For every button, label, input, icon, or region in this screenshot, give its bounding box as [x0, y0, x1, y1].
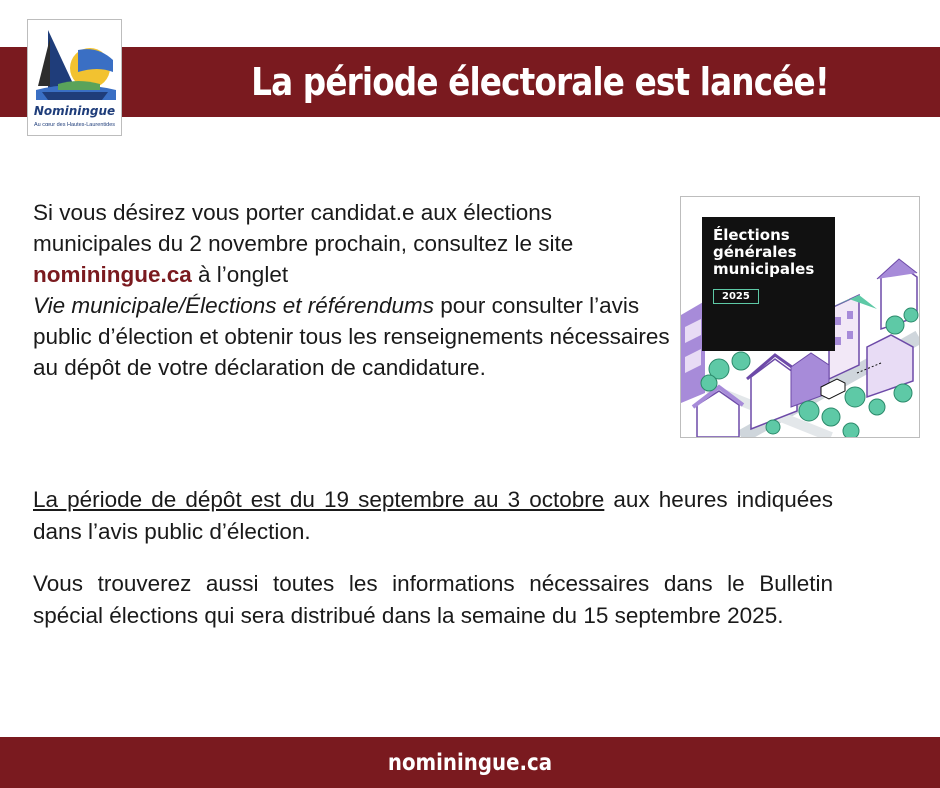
- filing-period-paragraph: [33, 484, 833, 548]
- page-title: La période électorale est lancée!: [251, 60, 829, 104]
- tab-path: Vie municipale/Élections et référendums: [33, 293, 435, 318]
- logo-tagline: Au cœur des Hautes-Laurentides: [33, 122, 115, 128]
- filing-period-dates: La période de dépôt est du 19 septembre au 3 octobre: [33, 487, 605, 512]
- bulletin-paragraph: Vous trouverez aussi toutes les informations nécessaires dans le Bulletin spécial élections qui sera distribué dans la semaine du 15 septembre 2025.: [33, 571, 833, 628]
- intro-paragraph: [33, 197, 673, 383]
- filing-period-rest: aux heures indiquées dans l’avis public d’élection.: [33, 487, 834, 544]
- elections-badge: [702, 217, 835, 351]
- municipality-logo: [27, 19, 122, 136]
- badge-title: Élections générales municipales: [713, 226, 815, 278]
- footer-site-link[interactable]: nominingue.ca: [387, 749, 553, 776]
- elections-illustration: [680, 196, 920, 438]
- intro-text-3: pour consulter l’avis public d’élection et obtenir tous les renseignements nécessaires au dépôt de votre déclaration de candidature.: [33, 293, 670, 380]
- logo-name: Nominingue: [33, 104, 116, 118]
- site-link[interactable]: nominingue.ca: [33, 262, 192, 287]
- intro-text-1: Si vous désirez vous porter candidat.e aux élections municipales du 2 novembre prochain, consultez le site: [33, 200, 574, 256]
- intro-text-2: à l’onglet: [191, 262, 289, 287]
- badge-year: 2025: [713, 289, 759, 304]
